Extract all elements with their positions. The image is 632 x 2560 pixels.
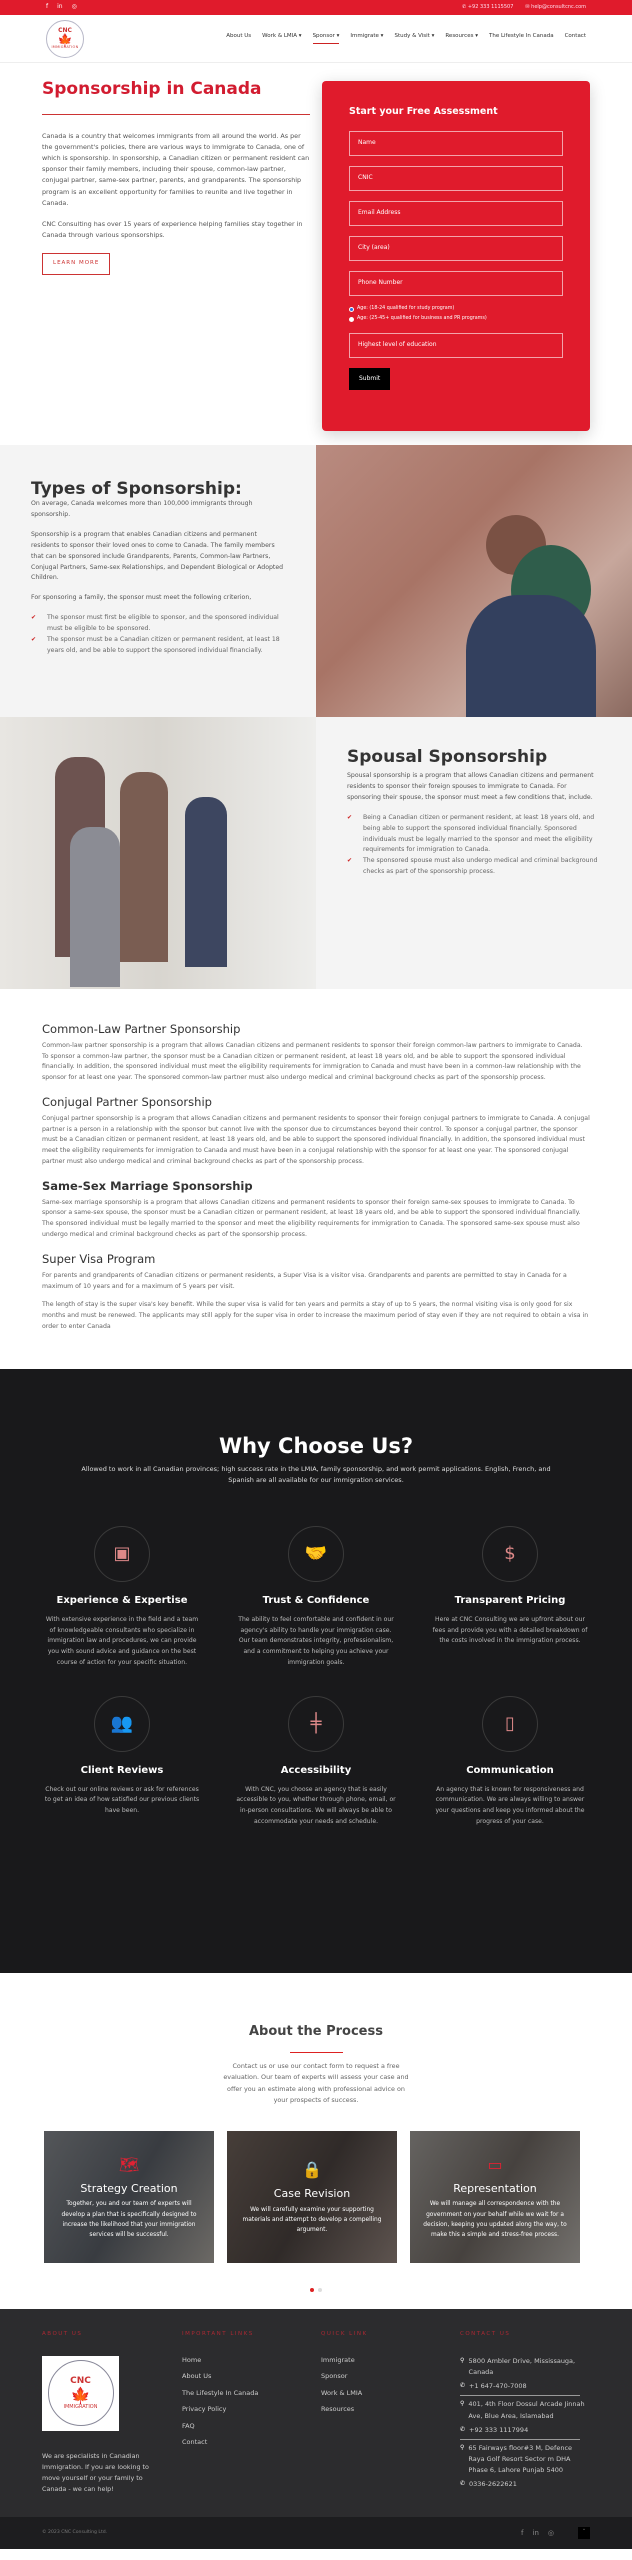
browser-icon: ▣ <box>94 1526 150 1582</box>
road-icon: ╪ <box>288 1696 344 1752</box>
feature-accessibility <box>236 1696 396 1827</box>
submit-button[interactable]: Submit <box>349 368 390 391</box>
feature-reviews <box>42 1696 202 1827</box>
age-radio-business[interactable]: Age: (25-45+ qualified for business and PR programs) <box>349 316 563 323</box>
handshake-icon: 🤝 <box>288 1526 344 1582</box>
feature-title: Communication <box>466 1765 554 1777</box>
spousal-title: Spousal Sponsorship <box>347 747 548 767</box>
feature-text: Check out our online reviews or ask for references to get an idea of how satisfied our previous clients have been. <box>44 1785 200 1814</box>
types-desc: Sponsorship is a program that enables Canadian citizens and permanent residents to sponsor their loved ones to come to Canada. The family members that can be sponsored include Grandparents, Parents, Common-law Partners, Conjugal Partners, Same-sex Relationships, and Dependent Biological or Adopted Children. <box>31 531 284 582</box>
types-stat: On average, Canada welcomes more than 100,000 immigrants through sponsorship. <box>31 500 253 519</box>
footer-about <box>42 2331 182 2503</box>
linkedin-icon[interactable]: in <box>532 2528 539 2537</box>
mail-icon: ✉ <box>525 3 532 10</box>
footer-heading: ABOUT US <box>42 2330 83 2337</box>
nav-lifestyle[interactable]: The Lifestyle In Canada <box>488 33 554 40</box>
feature-experience <box>42 1526 202 1668</box>
footer <box>0 2309 632 2517</box>
office-address: ⚲ 5800 Ambler Drive, Mississauga, Canada <box>460 2356 590 2378</box>
conjugal-title: Conjugal Partner Sponsorship <box>42 1095 212 1110</box>
office-address: ⚲ 65 Fairways floor#3 M, Defence Raya Golf Resort Sector m DHA Phase 6, Lahore Punjab 5400 <box>460 2443 590 2476</box>
types-criterion: For sponsoring a family, the sponsor must meet the following criterion, <box>31 594 252 602</box>
lock-icon: 🔒 <box>302 2160 322 2180</box>
office-phone[interactable]: ✆ +1 647-470-7008 <box>460 2381 590 2392</box>
radio-selected[interactable] <box>349 307 354 312</box>
age-radio-study[interactable]: Age: (18-24 qualified for study program) <box>349 306 563 313</box>
footer-contact <box>460 2331 590 2503</box>
divider <box>290 2052 343 2054</box>
site-header <box>0 15 632 63</box>
radio-unselected[interactable] <box>349 317 354 322</box>
feature-title: Trust & Confidence <box>262 1595 370 1607</box>
topbar-email[interactable]: ✉ help@consultcnc.com <box>525 3 586 10</box>
feature-title: Transparent Pricing <box>454 1595 566 1607</box>
window-icon: ▭ <box>487 2155 503 2175</box>
carousel-dots <box>44 2288 588 2292</box>
card-text: We will carefully examine your supporting materials and attempt to develop a compelling argument. <box>242 2206 382 2234</box>
feature-text: An agency that is known for responsiveness and communication. We are always willing to answer your questions and keep you informed about the progress of your case. <box>435 1785 585 1825</box>
name-field[interactable]: Name <box>349 131 563 156</box>
footer-link-immigrate[interactable]: Immigrate <box>321 2355 355 2364</box>
mother-daughter-photo <box>316 445 632 717</box>
footer-important-links <box>182 2331 321 2503</box>
nav-about[interactable]: About Us <box>226 33 252 40</box>
feature-title: Experience & Expertise <box>56 1595 188 1607</box>
feature-text: Here at CNC Consulting we are upfront about our fees and provide you with a detailed breakdown of the costs involved in the immigration process. <box>432 1615 588 1645</box>
conjugal-text: Conjugal partner sponsorship is a program that allows Canadian citizens and permanent residents to sponsor their foreign conjugal partners to immigrate to Canada. A conjugal partner is a person in a relationship with the sponsor but cannot live with the sponsor due to circumstances beyond their control. To sponsor a conjugal partner, the sponsor must be a Canadian citizen or permanent resident, at least 18 years old, and be able to support the sponsored individual financially. In addition, the sponsored individual must meet the eligibility requirements for immigration to Canada and must have been in a conjugal relationship with the sponsor for at least one year. The sponsored conjugal partner must also undergo medical and criminal background checks as part of the sponsorship process. <box>42 1114 590 1166</box>
card-representation[interactable] <box>410 2131 580 2263</box>
hero-section <box>0 63 632 445</box>
instagram-icon[interactable]: ◎ <box>71 3 77 11</box>
copyright: © 2023 CNC Consulting Ltd. <box>42 2529 108 2535</box>
footer-about-text: We are specialists in Canadian Immigration. If you are looking to move yourself or your family to Canada - we can help! <box>42 2451 149 2493</box>
super-visa-title: Super Visa Program <box>42 1251 156 1266</box>
common-law-title: Common-Law Partner Sponsorship <box>42 1022 241 1036</box>
logo[interactable]: CNC 🍁 IMMIGRATION <box>46 20 84 58</box>
footer-link-contact[interactable]: Contact <box>182 2437 208 2446</box>
facebook-icon[interactable]: f <box>46 3 49 11</box>
same-sex-title: Same-Sex Marriage Sponsorship <box>42 1178 253 1193</box>
features-grid <box>42 1526 590 1855</box>
linkedin-icon[interactable]: in <box>57 3 63 11</box>
divider <box>42 114 310 115</box>
map-icon: 🗺 <box>118 2155 140 2175</box>
footer-link-privacy[interactable]: Privacy Policy <box>182 2405 227 2414</box>
card-title: Case Revision <box>273 2186 351 2200</box>
feature-text: With extensive experience in the field and a team of knowledgeable consultants who specialize in immigration law and procedures, we can provide you with sound advice and guidance on the best course of action for your specific situation. <box>45 1615 199 1666</box>
process-desc: Contact us or use our contact form to request a free evaluation. Our team of experts will assess your case and offer you an estimate along with professional advice on your prospects of success. <box>223 2062 409 2104</box>
footer-link-resources[interactable]: Resources <box>321 2405 355 2414</box>
footer-link-lifestyle[interactable]: The Lifestyle In Canada <box>182 2388 259 2397</box>
nav-work-lmia[interactable]: Work & LMIA ▾ <box>262 33 302 40</box>
location-pin-icon: ⚲ <box>460 2400 465 2408</box>
card-title: Strategy Creation <box>80 2181 178 2195</box>
feature-communication <box>430 1696 590 1827</box>
nav-study-visit[interactable]: Study & Visit ▾ <box>394 33 435 40</box>
divider <box>460 2395 580 2397</box>
maple-leaf-icon: 🍁 <box>57 32 73 47</box>
email-field[interactable]: Email Address <box>349 201 563 226</box>
hero-experience: CNC Consulting has over 15 years of experience helping families stay together in Canada through various sponsorships. <box>42 220 303 240</box>
why-choose-us <box>0 1369 632 1973</box>
footer-quick-links <box>321 2331 460 2503</box>
learn-more-button[interactable]: LEARN MORE <box>42 253 110 275</box>
back-to-top-button[interactable]: ˄ <box>578 2527 590 2539</box>
list-item: ✔ The sponsored spouse must also undergo medical and criminal background checks as part of the sponsorship process. <box>347 856 601 878</box>
people-icon: 👥 <box>94 1696 150 1752</box>
hero-intro: Canada is a country that welcomes immigrants from all around the world. As per the government's policies, there are various ways to immigrate to Canada, one of which is sponsorship. In sponsorship, a Canadian citizen or permanent resident can sponsor their family members, including their spouse, common-law partner, conjugal partner, same-sex partner, parents, and grandparents. The sponsorship program is an excellent opportunity for families to reunite and live together in Canada. <box>42 131 310 207</box>
footer-heading: QUICK LINK <box>321 2330 368 2337</box>
carousel-dot-1[interactable] <box>310 2288 314 2292</box>
super-visa-text-1: For parents and grandparents of Canadian citizens or permanent residents, a Super Visa is a visitor visa. Grandparents and parents are permitted to stay in Canada for a maximum of 10 years and for a maximum of 5 years per visit. <box>42 1271 567 1290</box>
footer-heading: CONTACT US <box>460 2330 511 2337</box>
check-icon: ✔ <box>347 857 353 865</box>
process-section <box>0 1973 632 2309</box>
footer-heading: IMPORTANT LINKS <box>182 2330 254 2337</box>
phone-field[interactable]: Phone Number <box>349 271 563 296</box>
footer-logo: CNC 🍁 IMMIGRATION <box>42 2356 119 2431</box>
process-carousel <box>44 2131 588 2263</box>
card-title: Representation <box>453 2181 537 2195</box>
sponsorship-details <box>0 989 632 1369</box>
list-item: ✔ Being a Canadian citizen or permanent resident, at least 18 years old, and being able to support the sponsored individual financially. Sponsored individuals must be legally married to the sponsor and meet the eligibility requirements for immigration to Canada. <box>347 813 601 856</box>
maple-leaf-icon: 🍁 <box>70 2386 91 2406</box>
phone-icon: ✆ <box>460 2425 466 2433</box>
nav-contact[interactable]: Contact <box>564 33 586 40</box>
nav-resources[interactable]: Resources ▾ <box>445 33 478 40</box>
spousal-conditions <box>347 813 601 878</box>
facebook-icon[interactable]: f <box>521 2528 524 2537</box>
check-icon: ✔ <box>31 635 37 643</box>
card-text: We will manage all correspondence with the government on your behalf while we wait for a decision, keeping you updated along the way, to make this a simple and stress-free process. <box>423 2201 567 2239</box>
phone-icon: ✆ <box>460 2381 466 2389</box>
carousel-dot-2[interactable] <box>318 2288 322 2292</box>
cnic-field[interactable]: CNIC <box>349 166 563 191</box>
footer-link-sponsor[interactable]: Sponsor <box>321 2372 348 2381</box>
top-bar <box>0 0 632 15</box>
criteria-list <box>31 613 285 656</box>
spousal-section <box>0 717 632 989</box>
feature-title: Client Reviews <box>80 1765 164 1777</box>
family-photo <box>0 717 316 989</box>
process-title: About the Process <box>249 2023 383 2039</box>
feature-trust <box>236 1526 396 1668</box>
city-field[interactable]: City (area) <box>349 236 563 261</box>
types-section <box>0 445 632 717</box>
page-title: Sponsorship in Canada <box>42 79 262 99</box>
banknote-icon: $ <box>482 1526 538 1582</box>
feature-text: With CNC, you choose an agency that is easily accessible to you, whether through phone, email, or in-person consultations. We will always be able to accommodate your needs and schedule. <box>236 1785 396 1825</box>
mobile-touch-icon: ▯ <box>482 1696 538 1752</box>
card-text: Together, you and our team of experts will develop a plan that is specifically designed to increase the likelihood that your immigration services will be successful. <box>61 2201 197 2239</box>
location-pin-icon: ⚲ <box>460 2444 465 2452</box>
check-icon: ✔ <box>347 813 353 821</box>
instagram-icon[interactable]: ◎ <box>547 2528 554 2537</box>
super-visa-text-2: The length of stay is the super visa's key benefit. While the super visa is valid for ten years and permits a stay of up to 5 years, the normal visiting visa is only good for six months and must be renewed. The applicants may still apply for the super visa in order to increase the maximum period of stay even if they are not required to obtain a visa in order to enter Canada <box>42 1301 589 1331</box>
phone-icon: ✆ <box>460 2480 466 2488</box>
nav-immigrate[interactable]: Immigrate ▾ <box>350 33 384 40</box>
footer-link-work-lmia[interactable]: Work & LMIA <box>321 2388 363 2397</box>
divider <box>460 2439 580 2441</box>
spousal-desc: Spousal sponsorship is a program that allows Canadian citizens and permanent residents to sponsor their foreign spouses to immigrate to Canada. For sponsoring their spouse, the sponsor must meet a few conditions that, include. <box>347 772 594 802</box>
topbar-phone[interactable]: ✆ +92 333 1115507 <box>462 3 514 10</box>
bottom-bar <box>0 2517 632 2549</box>
location-pin-icon: ⚲ <box>460 2356 465 2364</box>
feature-title: Accessibility <box>280 1765 352 1777</box>
form-title: Start your Free Assessment <box>349 106 498 117</box>
same-sex-text: Same-sex marriage sponsorship is a program that allows Canadian citizens and permanent residents to sponsor their foreign same-sex spouses to immigrate to Canada. To sponsor a same-sex spouse, the sponsor must be a Canadian citizen or permanent resident, at least 18 years old, and be able to support the sponsored individual financially. The sponsored individual must be legally married to the sponsor and meet the eligibility requirements for immigration to Canada. The sponsored same-sex spouse must also undergo medical and criminal background checks as part of the sponsorship process. <box>42 1198 581 1239</box>
card-case-revision[interactable] <box>227 2131 397 2263</box>
footer-link-about[interactable]: About Us <box>182 2372 212 2381</box>
footer-link-faq[interactable]: FAQ <box>182 2421 195 2430</box>
office-address: ⚲ 401, 4th Floor Dossul Arcade Jinnah Ave, Blue Area, Islamabad <box>460 2399 590 2421</box>
common-law-text: Common-law partner sponsorship is a program that allows Canadian citizens and permanent residents to sponsor their foreign common-law partners to immigrate to Canada. To sponsor a common-law partner, the sponsor must be a Canadian citizen or permanent resident, at least 18 years old, and be able to support the sponsored individual financially. In addition, the sponsored individual must meet the eligibility requirements for immigration to Canada and must have been in a common-law relationship with the sponsor for at least one year. The sponsored common-law partner must also undergo medical and criminal background checks as part of the sponsorship process. <box>42 1041 583 1082</box>
check-icon: ✔ <box>31 614 37 622</box>
footer-link-home[interactable]: Home <box>182 2355 202 2364</box>
nav-sponsor[interactable]: Sponsor ▾ <box>313 33 340 44</box>
why-title: Why Choose Us? <box>218 1433 414 1458</box>
office-phone[interactable]: ✆ +92 333 1117994 <box>460 2425 590 2436</box>
types-title: Types of Sponsorship: <box>31 479 242 499</box>
assessment-form <box>322 81 590 431</box>
office-phone[interactable]: ✆ 0336-2622621 <box>460 2479 590 2490</box>
list-item: ✔ The sponsor must be a Canadian citizen or permanent resident, at least 18 years old, and be able to support the sponsored individual financially. <box>31 635 285 657</box>
phone-icon: ✆ <box>462 3 468 10</box>
education-field[interactable]: Highest level of education <box>349 333 563 358</box>
feature-pricing <box>430 1526 590 1668</box>
feature-text: The ability to feel comfortable and confident in our agency's ability to handle your immigration case. Our team demonstrates integrity, professionalism, and a commitment to helping you achieve your immigration goals. <box>238 1615 394 1666</box>
card-strategy[interactable] <box>44 2131 214 2263</box>
main-nav <box>226 33 586 44</box>
list-item: ✔ The sponsor must first be eligible to sponsor, and the sponsored individual must be eligible to be sponsored. <box>31 613 285 635</box>
why-subtitle: Allowed to work in all Canadian provinces; high success rate in the LMIA, family sponsorship, and work permit applications. English, French, and Spanish are all available for our immigration services. <box>81 1465 551 1485</box>
